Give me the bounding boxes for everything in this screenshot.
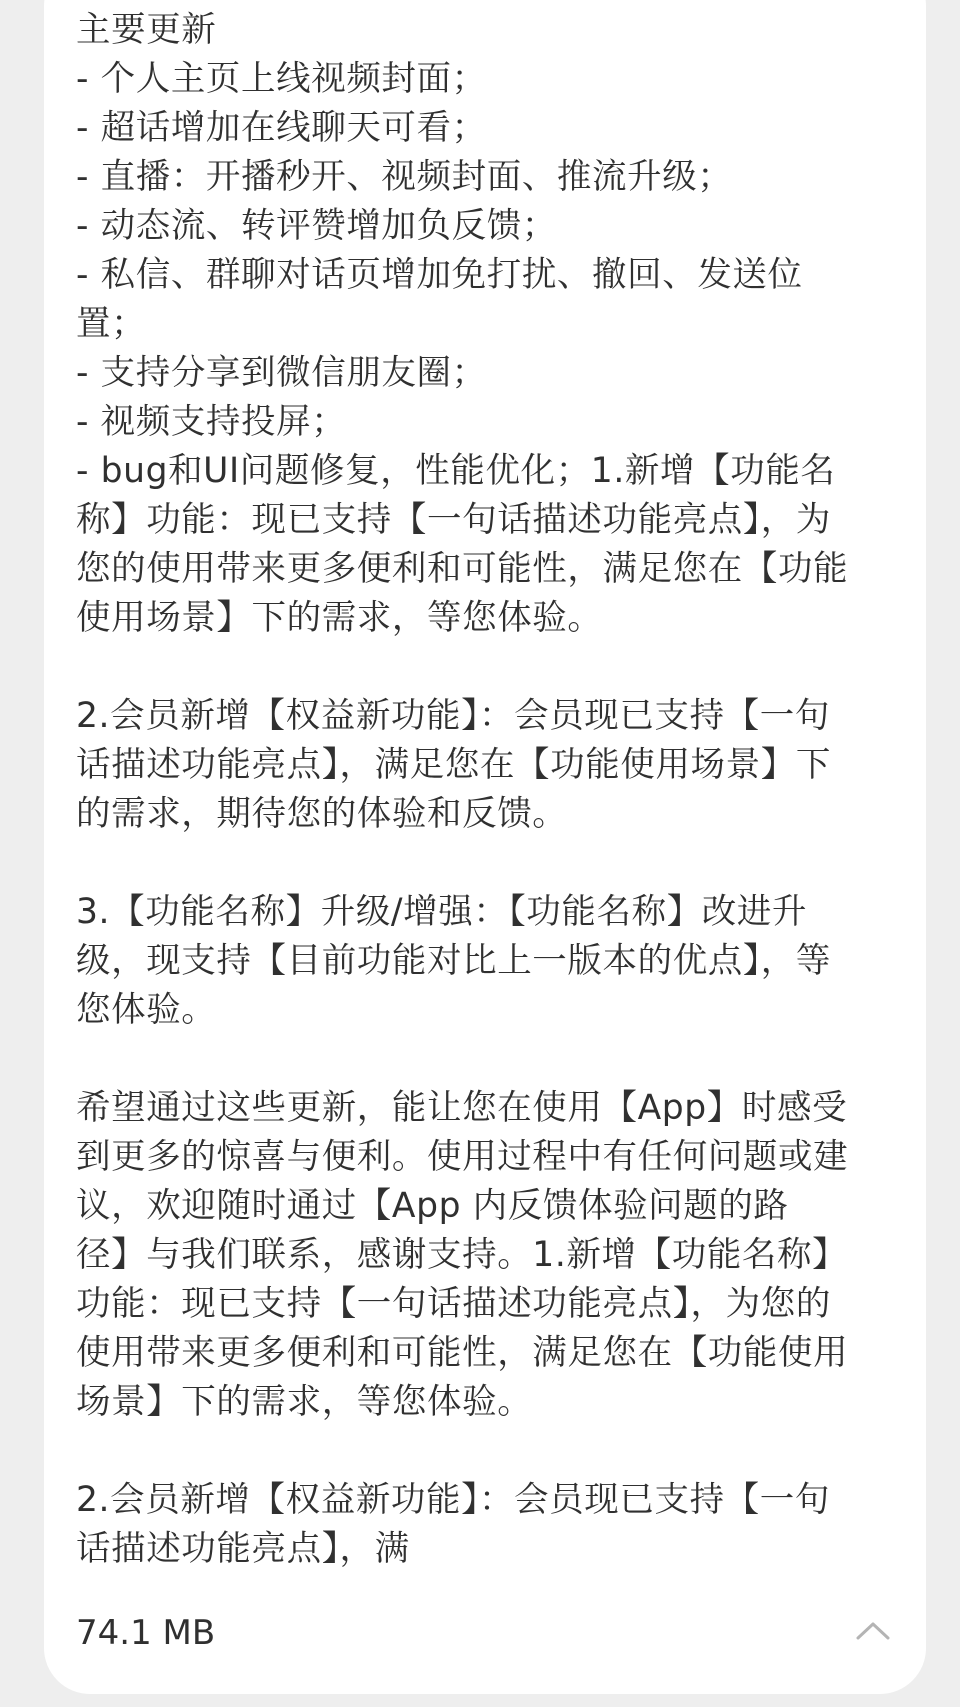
notes-line: 3.【功能名称】升级/增强：【功能名称】改进升: [76, 892, 808, 932]
notes-line: 称】功能：现已支持【一句话描述功能亮点】，为: [76, 500, 831, 540]
file-size-label: 74.1 MB: [76, 1613, 216, 1653]
notes-heading: 主要更新: [76, 10, 217, 50]
notes-line: 议，欢迎随时通过【App 内反馈体验问题的路: [76, 1186, 789, 1226]
notes-blank-line: [76, 839, 896, 888]
notes-line: - 超话增加在线聊天可看；: [76, 108, 487, 148]
notes-line: 功能：现已支持【一句话描述功能亮点】，为您的: [76, 1284, 831, 1324]
notes-line: - 直播：开播秒开、视频封面、推流升级；: [76, 157, 733, 197]
notes-line: - bug和UI问题修复，性能优化；1.新增【功能名: [76, 451, 836, 491]
notes-line: 话描述功能亮点】，满: [76, 1529, 410, 1569]
notes-line: - 视频支持投屏；: [76, 402, 347, 442]
notes-line: 的需求，期待您的体验和反馈。: [76, 794, 568, 834]
notes-line: 您的使用带来更多便利和可能性，满足您在【功能: [76, 549, 849, 589]
notes-line: 您体验。: [76, 990, 217, 1030]
notes-line: 径】与我们联系，感谢支持。1.新增【功能名称】: [76, 1235, 848, 1275]
notes-line: 级，现支持【目前功能对比上一版本的优点】，等: [76, 941, 831, 981]
collapse-button[interactable]: [850, 1611, 896, 1651]
notes-line: 使用带来更多便利和可能性，满足您在【功能使用: [76, 1333, 849, 1373]
notes-line: 到更多的惊喜与便利。使用过程中有任何问题或建: [76, 1137, 849, 1177]
notes-line: 希望通过这些更新，能让您在使用【App】时感受: [76, 1088, 848, 1128]
notes-line: - 个人主页上线视频封面；: [76, 59, 487, 99]
notes-line: - 支持分享到微信朋友圈；: [76, 353, 487, 393]
notes-line: 2.会员新增【权益新功能】：会员现已支持【一句: [76, 696, 830, 736]
notes-line: 使用场景】下的需求，等您体验。: [76, 598, 603, 638]
chevron-up-icon: [850, 1611, 896, 1651]
update-footer: [76, 1605, 896, 1661]
notes-line: 场景】下的需求，等您体验。: [76, 1382, 533, 1422]
notes-blank-line: [76, 1035, 896, 1084]
notes-blank-line: [76, 1427, 896, 1476]
notes-line: 置；: [76, 304, 147, 344]
notes-line: 2.会员新增【权益新功能】：会员现已支持【一句: [76, 1480, 830, 1520]
notes-line: - 动态流、转评赞增加负反馈；: [76, 206, 557, 246]
update-notes-text: [76, 6, 896, 1574]
notes-line: - 私信、群聊对话页增加免打扰、撤回、发送位: [76, 255, 803, 295]
notes-blank-line: [76, 643, 896, 692]
notes-line: 话描述功能亮点】，满足您在【功能使用场景】下: [76, 745, 831, 785]
